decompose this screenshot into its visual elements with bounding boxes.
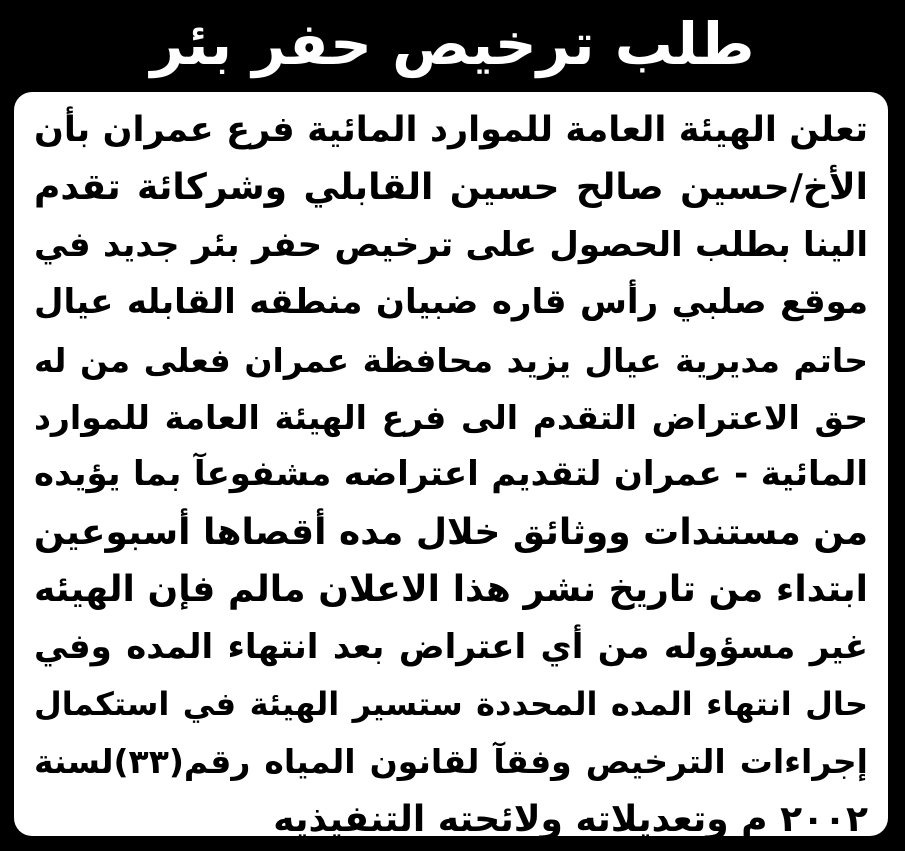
body-line: الينا بطلب الحصول على ترخيص حفر بئر جديد في <box>34 224 868 265</box>
body-line: حاتم مديرية عيال يزيد محافظة عمران فعلى من له <box>34 340 868 380</box>
body-line: غير مسؤوله من أي اعتراض بعد انتهاء المده وفي <box>34 626 868 667</box>
body-line: إجراءات الترخيص وفقآ لقانون المياه رقم(٣٣)لسنة <box>34 742 868 782</box>
body-line: من مستندات ووثائق خلال مده أقصاها أسبوعين <box>34 511 868 553</box>
body-line: الأخ/حسين صالح حسين القابلي وشركائة تقدم <box>34 167 868 209</box>
notice-title: طلب ترخيص حفر بئر <box>150 10 755 78</box>
body-line: المائية - عمران لتقديم اعتراضه مشفوعآ بما يؤيده <box>34 454 868 495</box>
body-line: ابتداء من تاريخ نشر هذا الاعلان مالم فإن الهيئه <box>34 569 868 611</box>
body-line: موقع صلبي رأس قاره ضبيان منطقه القابله عيال <box>34 282 868 323</box>
body-line: تعلن الهيئة العامة للموارد المائية فرع عمران بأن <box>34 110 868 150</box>
body-line-last: ٢٠٠٢ م وتعديلاته ولائحته التنفيذيه <box>273 798 868 840</box>
notice-body <box>14 92 888 840</box>
body-line: حق الاعتراض التقدم الى فرع الهيئة العامة للموارد <box>34 397 868 437</box>
body-line: حال انتهاء المده المحددة ستسير الهيئة في استكمال <box>34 684 868 723</box>
